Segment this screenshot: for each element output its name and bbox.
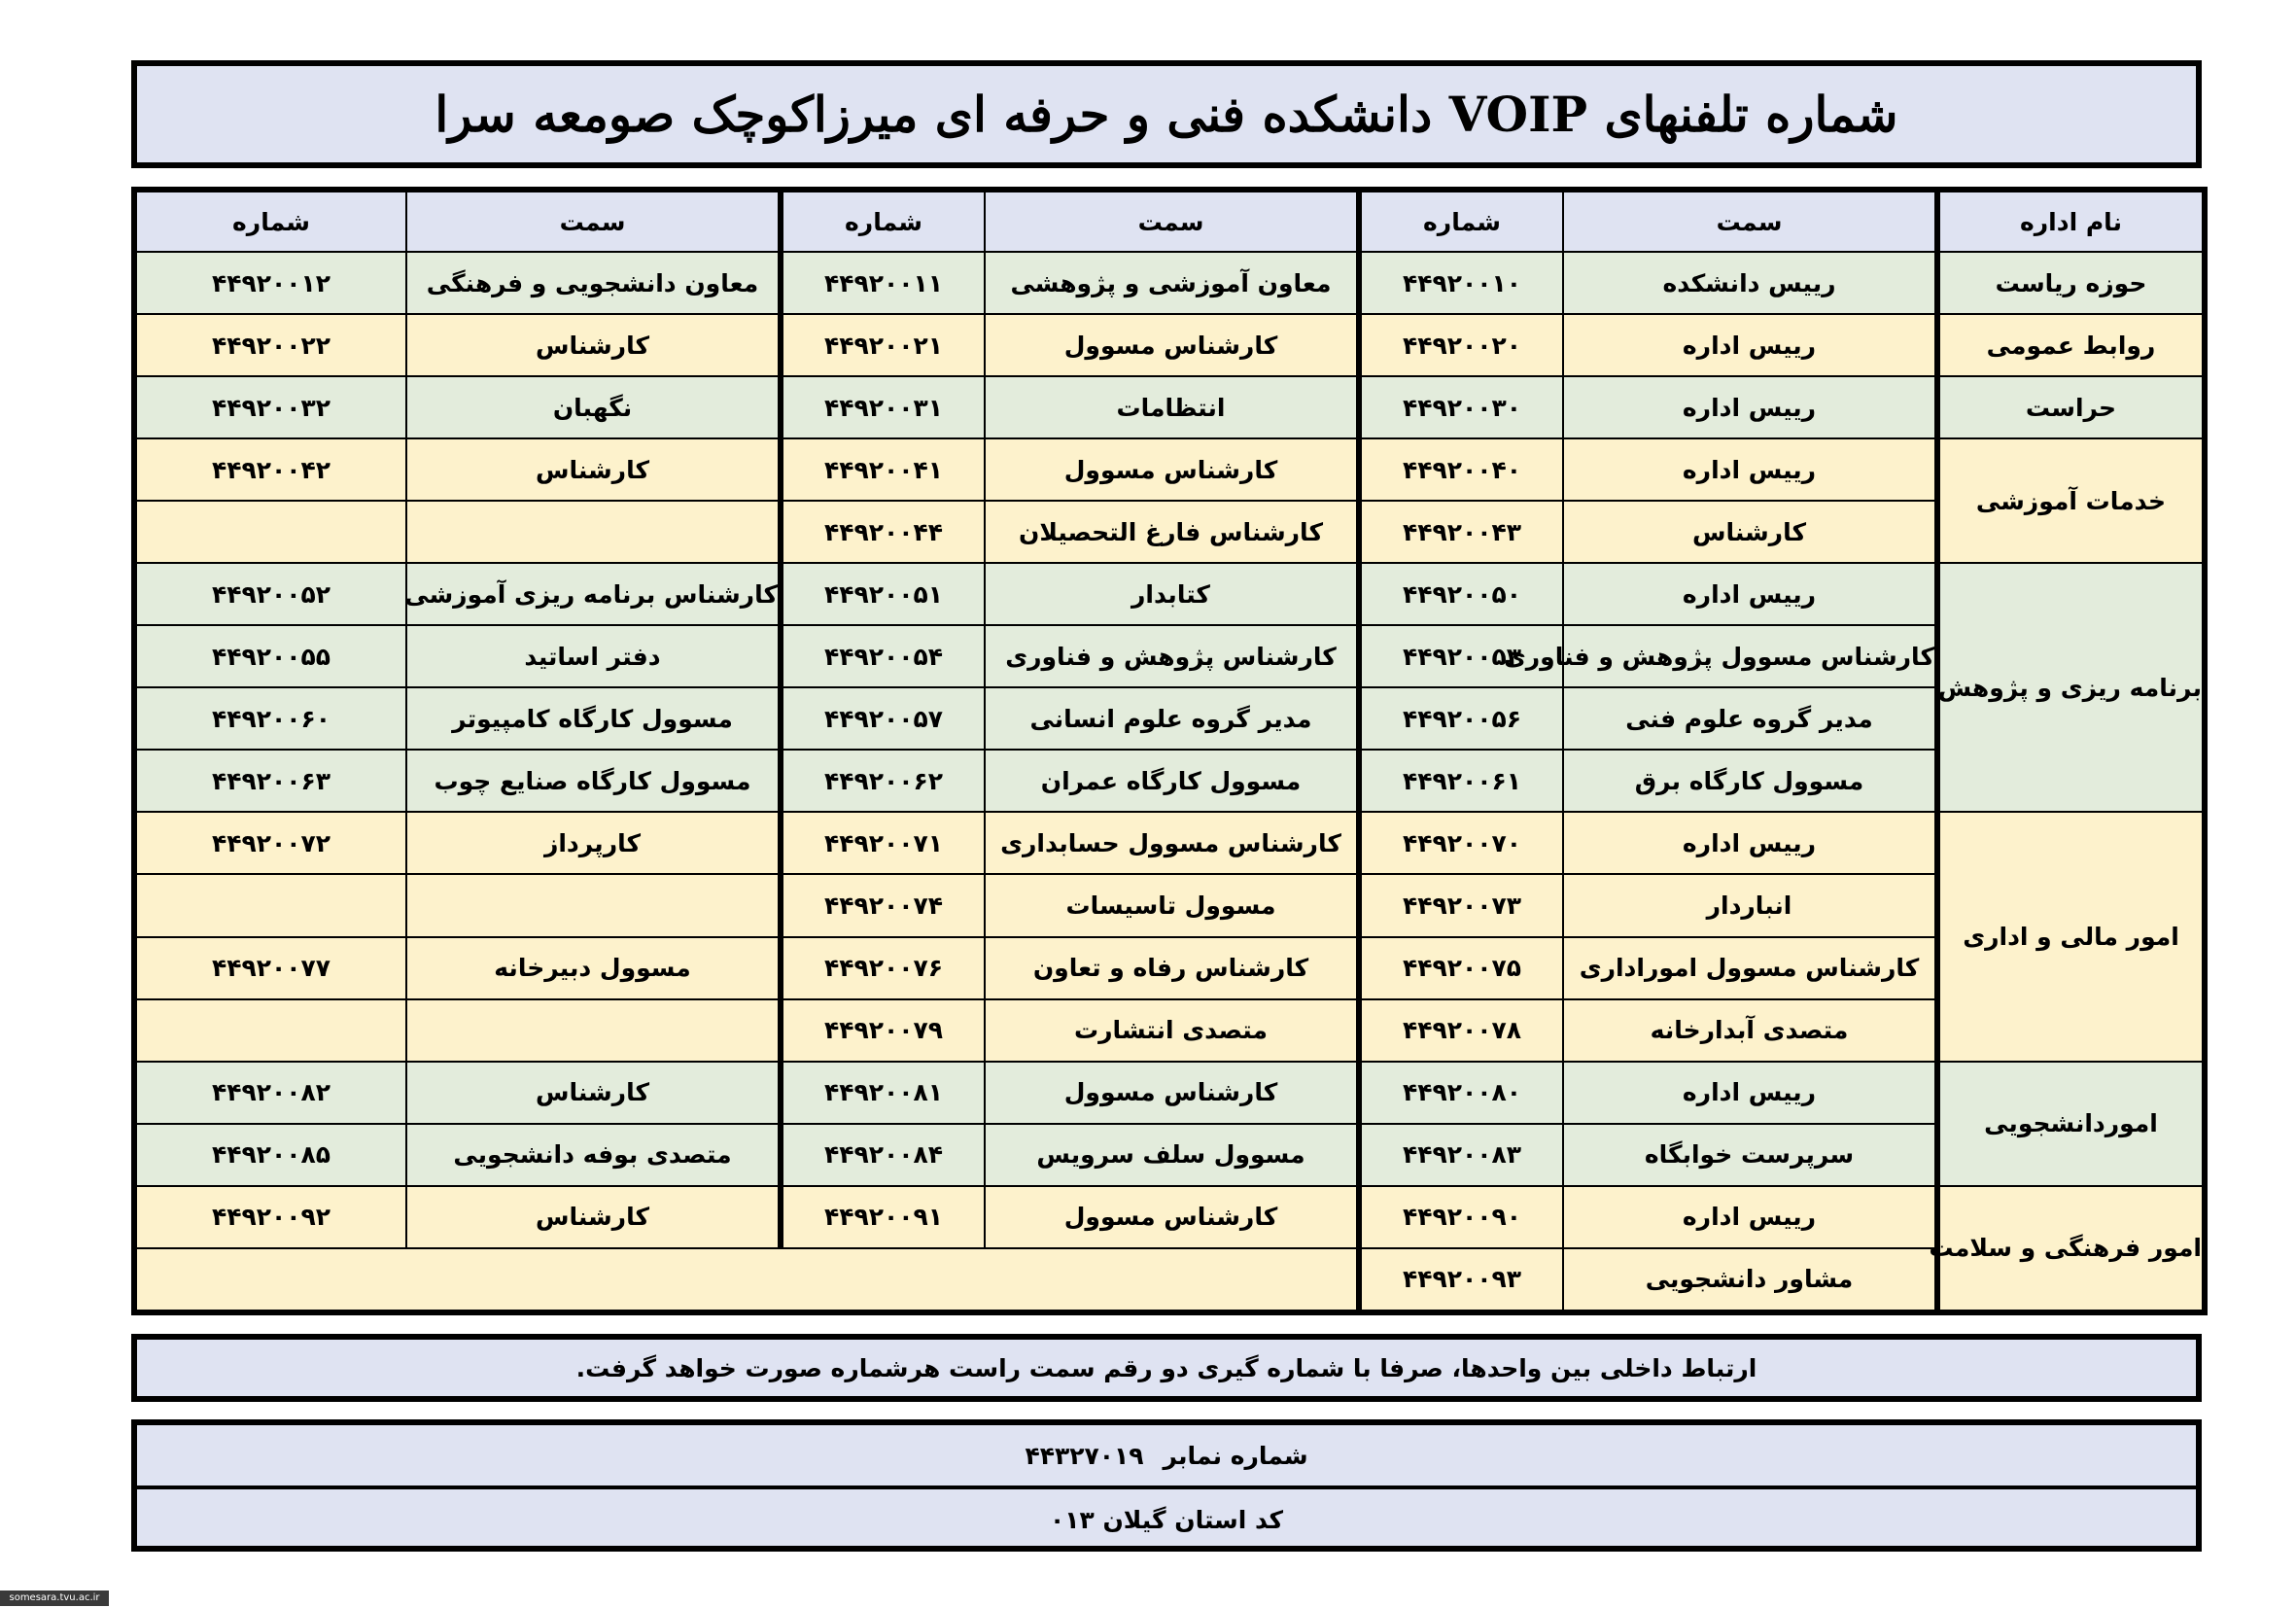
header-number-3: شماره	[134, 190, 406, 252]
number-cell: ۴۴۹۲۰۰۱۲	[134, 252, 406, 314]
number-cell: ۴۴۹۲۰۰۵۳	[1359, 625, 1563, 687]
position-cell	[406, 999, 781, 1062]
position-cell: معاون آموزشی و پژوهشی	[985, 252, 1359, 314]
number-cell: ۴۴۹۲۰۰۹۰	[1359, 1186, 1563, 1248]
position-cell: مشاور دانشجویی	[1563, 1248, 1937, 1312]
table-row	[134, 1186, 2205, 1248]
position-cell: کارشناس	[1563, 501, 1937, 563]
table-row	[134, 252, 2205, 314]
number-cell: ۴۴۹۲۰۰۶۰	[134, 687, 406, 750]
position-cell: رییس اداره	[1563, 376, 1937, 438]
number-cell: ۴۴۹۲۰۰۷۸	[1359, 999, 1563, 1062]
dept-cell: امور مالی و اداری	[1937, 812, 2205, 1061]
number-cell: ۴۴۹۲۰۰۳۲	[134, 376, 406, 438]
number-cell: ۴۴۹۲۰۰۲۰	[1359, 314, 1563, 376]
position-cell: مسوول سلف سرویس	[985, 1124, 1359, 1186]
table-row	[134, 1124, 2205, 1186]
number-cell: ۴۴۹۲۰۰۵۵	[134, 625, 406, 687]
number-cell: ۴۴۹۲۰۰۵۶	[1359, 687, 1563, 750]
table-row	[134, 874, 2205, 936]
table-row	[134, 812, 2205, 874]
table-row	[134, 1062, 2205, 1124]
header-position-1: سمت	[1563, 190, 1937, 252]
position-cell: نگهبان	[406, 376, 781, 438]
header-position-2: سمت	[985, 190, 1359, 252]
dept-cell: امور فرهنگی و سلامت	[1937, 1186, 2205, 1312]
position-cell: مدیر گروه علوم فنی	[1563, 687, 1937, 750]
number-cell: ۴۴۹۲۰۰۵۱	[781, 563, 985, 625]
position-cell: رییس اداره	[1563, 1186, 1937, 1248]
position-cell: کارشناس مسوول	[985, 314, 1359, 376]
dept-cell: اموردانشجویی	[1937, 1062, 2205, 1186]
position-cell: کارشناس	[406, 1186, 781, 1248]
position-cell: کارشناس مسوول پژوهش و فناوری	[1563, 625, 1937, 687]
table-row	[134, 687, 2205, 750]
number-cell: ۴۴۹۲۰۰۵۷	[781, 687, 985, 750]
phone-directory-table	[131, 187, 2208, 1315]
position-cell: رییس اداره	[1563, 314, 1937, 376]
dept-cell: خدمات آموزشی	[1937, 438, 2205, 563]
position-cell: کارشناس مسوول	[985, 1186, 1359, 1248]
position-cell: متصدی آبدارخانه	[1563, 999, 1937, 1062]
number-cell: ۴۴۹۲۰۰۷۶	[781, 937, 985, 999]
position-cell: متصدی انتشارت	[985, 999, 1359, 1062]
table-row	[134, 314, 2205, 376]
note-box	[131, 1334, 2202, 1402]
position-cell: کارپرداز	[406, 812, 781, 874]
number-cell: ۴۴۹۲۰۰۶۳	[134, 750, 406, 812]
table-row	[134, 937, 2205, 999]
number-cell: ۴۴۹۲۰۰۶۱	[1359, 750, 1563, 812]
number-cell: ۴۴۹۲۰۰۷۰	[1359, 812, 1563, 874]
number-cell: ۴۴۹۲۰۰۴۱	[781, 438, 985, 501]
number-cell: ۴۴۹۲۰۰۷۴	[781, 874, 985, 936]
position-cell: دفتر اساتید	[406, 625, 781, 687]
position-cell: کارشناس پژوهش و فناوری	[985, 625, 1359, 687]
position-cell: کارشناس مسوول حسابداری	[985, 812, 1359, 874]
number-cell: ۴۴۹۲۰۰۸۴	[781, 1124, 985, 1186]
position-cell: کارشناس	[406, 1062, 781, 1124]
dept-cell: حوزه ریاست	[1937, 252, 2205, 314]
number-cell: ۴۴۹۲۰۰۳۰	[1359, 376, 1563, 438]
table-row	[134, 999, 2205, 1062]
position-cell: رییس اداره	[1563, 563, 1937, 625]
number-cell: ۴۴۹۲۰۰۸۲	[134, 1062, 406, 1124]
table-row	[134, 750, 2205, 812]
position-cell: مسوول کارگاه برق	[1563, 750, 1937, 812]
position-cell: انتظامات	[985, 376, 1359, 438]
position-cell	[406, 874, 781, 936]
position-cell: سرپرست خوابگاه	[1563, 1124, 1937, 1186]
position-cell: مسوول کارگاه کامپیوتر	[406, 687, 781, 750]
number-cell: ۴۴۹۲۰۰۴۴	[781, 501, 985, 563]
position-cell	[406, 501, 781, 563]
number-cell: ۴۴۹۲۰۰۷۱	[781, 812, 985, 874]
number-cell: ۴۴۹۲۰۰۸۱	[781, 1062, 985, 1124]
position-cell: مسوول کارگاه صنایع چوب	[406, 750, 781, 812]
position-cell: کارشناس مسوول	[985, 1062, 1359, 1124]
title-box	[131, 60, 2202, 168]
footer-box	[131, 1419, 2202, 1552]
number-cell: ۴۴۹۲۰۰۷۵	[1359, 937, 1563, 999]
number-cell: ۴۴۹۲۰۰۷۹	[781, 999, 985, 1062]
number-cell: ۴۴۹۲۰۰۹۱	[781, 1186, 985, 1248]
number-cell	[134, 874, 406, 936]
number-cell: ۴۴۹۲۰۰۷۲	[134, 812, 406, 874]
number-cell: ۴۴۹۲۰۰۴۲	[134, 438, 406, 501]
number-cell: ۴۴۹۲۰۰۵۴	[781, 625, 985, 687]
number-cell: ۴۴۹۲۰۰۹۳	[1359, 1248, 1563, 1312]
number-cell: ۴۴۹۲۰۰۸۵	[134, 1124, 406, 1186]
dept-cell: برنامه ریزی و پژوهش	[1937, 563, 2205, 812]
position-cell: مدیر گروه علوم انسانی	[985, 687, 1359, 750]
fax-label: شماره نمابر	[1163, 1441, 1308, 1470]
table-row	[134, 625, 2205, 687]
header-row	[134, 190, 2205, 252]
header-dept: نام اداره	[1937, 190, 2205, 252]
dept-cell: روابط عمومی	[1937, 314, 2205, 376]
position-cell: رییس اداره	[1563, 812, 1937, 874]
empty-cell	[134, 1248, 1359, 1312]
position-cell: معاون دانشجویی و فرهنگی	[406, 252, 781, 314]
number-cell	[134, 501, 406, 563]
position-cell: کارشناس برنامه ریزی آموزشی	[406, 563, 781, 625]
number-cell: ۴۴۹۲۰۰۵۰	[1359, 563, 1563, 625]
table-row	[134, 376, 2205, 438]
number-cell: ۴۴۹۲۰۰۴۳	[1359, 501, 1563, 563]
header-position-3: سمت	[406, 190, 781, 252]
position-cell: رییس اداره	[1563, 438, 1937, 501]
number-cell: ۴۴۹۲۰۰۱۰	[1359, 252, 1563, 314]
position-cell: کارشناس رفاه و تعاون	[985, 937, 1359, 999]
number-cell: ۴۴۹۲۰۰۸۳	[1359, 1124, 1563, 1186]
internal-dialing-note: ارتباط داخلی بین واحدها، صرفا با شماره گیری دو رقم سمت راست هرشماره صورت خواهد گرفت.	[575, 1353, 1757, 1382]
position-cell: مسوول تاسیسات	[985, 874, 1359, 936]
header-number-2: شماره	[781, 190, 985, 252]
position-cell: کتابدار	[985, 563, 1359, 625]
position-cell: انباردار	[1563, 874, 1937, 936]
fax-number: ۴۴۳۲۷۰۱۹	[1025, 1441, 1144, 1470]
number-cell: ۴۴۹۲۰۰۷۳	[1359, 874, 1563, 936]
province-code: کد استان گیلان ۰۱۳	[1049, 1505, 1284, 1534]
position-cell: کارشناس مسوول اموراداری	[1563, 937, 1937, 999]
position-cell: کارشناس	[406, 438, 781, 501]
number-cell: ۴۴۹۲۰۰۶۲	[781, 750, 985, 812]
number-cell: ۴۴۹۲۰۰۲۱	[781, 314, 985, 376]
number-cell: ۴۴۹۲۰۰۹۲	[134, 1186, 406, 1248]
number-cell: ۴۴۹۲۰۰۸۰	[1359, 1062, 1563, 1124]
position-cell: رییس اداره	[1563, 1062, 1937, 1124]
position-cell: رییس دانشکده	[1563, 252, 1937, 314]
header-number-1: شماره	[1359, 190, 1563, 252]
position-cell: متصدی بوفه دانشجویی	[406, 1124, 781, 1186]
number-cell: ۴۴۹۲۰۰۷۷	[134, 937, 406, 999]
table-row	[134, 563, 2205, 625]
number-cell	[134, 999, 406, 1062]
table-row	[134, 1248, 2205, 1312]
watermark: somesara.tvu.ac.ir	[0, 1591, 109, 1606]
table-row	[134, 438, 2205, 501]
position-cell: کارشناس فارغ التحصیلان	[985, 501, 1359, 563]
table-row	[134, 501, 2205, 563]
number-cell: ۴۴۹۲۰۰۵۲	[134, 563, 406, 625]
fax-row	[137, 1425, 2196, 1486]
number-cell: ۴۴۹۲۰۰۳۱	[781, 376, 985, 438]
province-code-row	[137, 1486, 2196, 1550]
number-cell: ۴۴۹۲۰۰۲۲	[134, 314, 406, 376]
dept-cell: حراست	[1937, 376, 2205, 438]
position-cell: کارشناس مسوول	[985, 438, 1359, 501]
number-cell: ۴۴۹۲۰۰۴۰	[1359, 438, 1563, 501]
page-title: شماره تلفنهای VOIP دانشکده فنی و حرفه ای میرزاکوچک صومعه سرا	[435, 86, 1898, 143]
position-cell: مسوول کارگاه عمران	[985, 750, 1359, 812]
position-cell: کارشناس	[406, 314, 781, 376]
position-cell: مسوول دبیرخانه	[406, 937, 781, 999]
number-cell: ۴۴۹۲۰۰۱۱	[781, 252, 985, 314]
